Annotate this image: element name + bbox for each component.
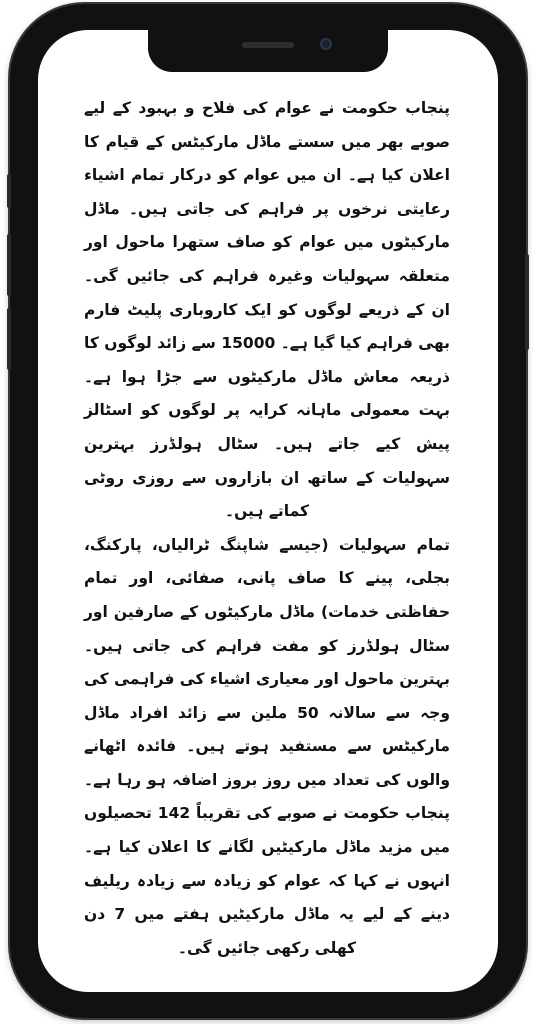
phone-frame <box>10 4 526 1018</box>
front-camera-icon <box>320 38 332 50</box>
phone-screen <box>38 30 498 992</box>
power-button <box>525 254 529 350</box>
speaker-grille <box>242 42 294 48</box>
notch <box>148 30 388 72</box>
volume-up-button <box>7 234 11 296</box>
volume-down-button <box>7 308 11 370</box>
article-text <box>84 92 450 965</box>
article-paragraph-2: تمام سہولیات (جیسے شاپنگ ٹرالیاں، پارکنگ، بجلی، پینے کا صاف پانی، صفائی، اور تمام حفاظتی خدمات) ماڈل مارکیٹوں کے صارفین اور سٹال ہولڈرز کو مفت فراہم کی جاتی ہیں۔ بہترین ماحول اور معیاری اشیاء کی فراہمی کی وجہ سے سالانہ 50 ملین سے زائد افراد ماڈل مارکیٹس سے مستفید ہوتے ہیں۔ فائدہ اٹھانے والوں کی تعداد میں روز بروز اضافہ ہو رہا ہے۔ پنجاب حکومت نے صوبے کی تقریباً 142 تحصیلوں میں مزید ماڈل مارکیٹیں لگانے کا اعلان کیا ہے۔ انہوں نے کہا کہ عوام کو زیادہ سے زیادہ ریلیف دینے کے لیے یہ ماڈل مارکیٹیں ہفتے میں 7 دن کھلی رکھی جائیں گی۔ <box>84 535 451 957</box>
mute-switch <box>7 174 11 208</box>
article-paragraph-1: پنجاب حکومت نے عوام کی فلاح و بہبود کے لیے صوبے بھر میں سستے ماڈل مارکیٹس کے قیام کا اعلان کیا ہے۔ ان میں عوام کو درکار تمام اشیاء رعایتی نرخوں پر فراہم کی جاتی ہیں۔ ماڈل مارکیٹوں میں عوام کو صاف ستھرا ماحول اور متعلقہ سہولیات وغیرہ فراہم کی جائیں گی۔ ان کے ذریعے لوگوں کو ایک کاروباری پلیٹ فارم بھی فراہم کیا گیا ہے۔ 15000 سے زائد لوگوں کا ذریعہ معاش ماڈل مارکیٹوں سے جڑا ہوا ہے۔ بہت معمولی ماہانہ کرایہ پر لوگوں کو اسٹالز پیش کیے جاتے ہیں۔ سٹال ہولڈرز بہترین سہولیات کے ساتھ ان بازاروں سے روزی روٹی کماتے ہیں۔ <box>84 99 451 521</box>
